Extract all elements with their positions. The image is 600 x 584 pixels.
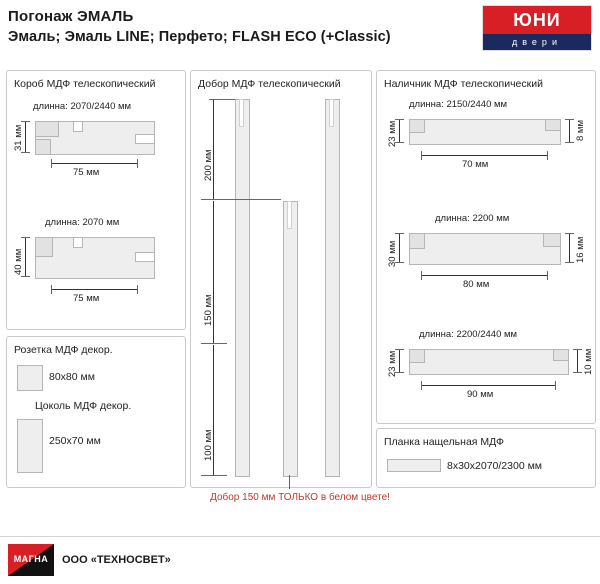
- panel-nalichnik-title: Наличник МДФ телескопический: [384, 78, 543, 90]
- panel-nalichnik: [376, 70, 596, 424]
- dobor-board-200: [235, 99, 250, 477]
- nalichnik-3-left-arrow: [399, 349, 400, 373]
- korob-2-height: 40 мм: [13, 248, 24, 275]
- magna-logo: [8, 544, 54, 576]
- panel-dobor-title: Добор МДФ телескопический: [198, 78, 341, 90]
- planka-size: 8х30х2070/2300 мм: [447, 460, 543, 472]
- nalichnik-1-width-arrow: [421, 155, 547, 156]
- nalichnik-1-width-tick-l: [421, 151, 422, 160]
- korob-1-width-arrow: [51, 163, 137, 164]
- korob-1-length: длинна: 2070/2440 мм: [33, 101, 132, 112]
- tsokol-block: [17, 419, 43, 473]
- dobor-color-note: Добор 150 мм ТОЛЬКО в белом цвете!: [210, 492, 390, 503]
- rozetka-size: 80х80 мм: [49, 371, 95, 383]
- nalichnik-1-width-tick-r: [547, 151, 548, 160]
- panel-korob: [6, 70, 186, 330]
- nalichnik-2-right-tick-t: [565, 233, 574, 234]
- dobor-100-tick-bot: [201, 475, 227, 476]
- nalichnik-3-width: 90 мм: [467, 389, 494, 400]
- nalichnik-2-width: 80 мм: [463, 279, 490, 290]
- nalichnik-3-right-tick-t: [573, 349, 582, 350]
- nalichnik-3-width-tick-l: [421, 381, 422, 390]
- korob-2-height-tick-bot: [21, 276, 30, 277]
- nalichnik-1-length: длинна: 2150/2440 мм: [409, 99, 508, 110]
- company-name: ООО «ТЕХНОСВЕТ»: [62, 554, 171, 566]
- nalichnik-2-right-arrow: [569, 233, 570, 263]
- nalichnik-2-tip: [543, 233, 561, 247]
- footer-divider: [0, 536, 600, 537]
- page-title: Погонаж ЭМАЛЬ: [8, 8, 134, 25]
- korob-1-width: 75 мм: [73, 167, 100, 178]
- nalichnik-2-left-arrow: [399, 233, 400, 263]
- nalichnik-1-tip: [545, 119, 561, 131]
- korob-2-height-tick-top: [21, 237, 30, 238]
- panel-korob-title: Короб МДФ телескопический: [14, 78, 156, 90]
- nalichnik-3-right: 10 мм: [583, 348, 594, 375]
- korob-2-notch: [135, 252, 155, 262]
- korob-1-width-tick-l: [51, 159, 52, 168]
- nalichnik-1-right: 8 мм: [575, 120, 586, 141]
- korob-2-length: длинна: 2070 мм: [45, 217, 120, 228]
- nalichnik-1-left: 23 мм: [387, 120, 398, 147]
- korob-1-height-arrow: [25, 121, 26, 153]
- panel-planka: [376, 428, 596, 488]
- nalichnik-1-right-arrow: [569, 119, 570, 143]
- dobor-board-200-slot: [239, 99, 244, 127]
- korob-2-width-tick-l: [51, 285, 52, 294]
- korob-2-width: 75 мм: [73, 293, 100, 304]
- header: [0, 0, 600, 58]
- dobor-note-pointer: [289, 475, 290, 489]
- korob-2-groove: [73, 237, 83, 248]
- nalichnik-3-tip: [553, 349, 569, 361]
- korob-1-width-tick-r: [137, 159, 138, 168]
- korob-1-step-b: [35, 139, 51, 155]
- korob-1-height: 31 мм: [13, 124, 24, 151]
- korob-1-groove: [73, 121, 83, 132]
- rozetka-square: [17, 365, 43, 391]
- nalichnik-2-step: [409, 233, 425, 249]
- nalichnik-3-width-arrow: [421, 385, 555, 386]
- nalichnik-1-left-arrow: [399, 119, 400, 143]
- brand-logo-name: ЮНИ: [483, 6, 591, 34]
- korob-1-step-a: [35, 121, 59, 137]
- nalichnik-1-width: 70 мм: [462, 159, 489, 170]
- dobor-label-100: 100 мм: [203, 429, 214, 461]
- nalichnik-2-right-tick-b: [565, 262, 574, 263]
- panel-tsokol-title: Цоколь МДФ декор.: [35, 400, 132, 412]
- panel-dobor: [190, 70, 372, 488]
- nalichnik-2-left: 30 мм: [387, 240, 398, 267]
- nalichnik-3-profile: [409, 349, 569, 375]
- nalichnik-1-step: [409, 119, 425, 133]
- dobor-label-200: 200 мм: [203, 149, 214, 181]
- nalichnik-2-width-tick-r: [547, 271, 548, 280]
- dobor-label-150: 150 мм: [203, 294, 214, 326]
- nalichnik-1-right-tick-t: [565, 119, 574, 120]
- korob-2-step: [35, 237, 53, 257]
- korob-2-height-arrow: [25, 237, 26, 277]
- panel-planka-title: Планка нащельная МДФ: [384, 436, 504, 448]
- panel-rozetka: [6, 336, 186, 488]
- nalichnik-3-length: длинна: 2200/2440 мм: [419, 329, 518, 340]
- nalichnik-2-right: 16 мм: [575, 236, 586, 263]
- nalichnik-3-right-arrow: [577, 349, 578, 373]
- nalichnik-2-profile: [409, 233, 561, 265]
- page-subtitle: Эмаль; Эмаль LINE; Перфето; FLASH ECO (+Classic): [8, 29, 391, 45]
- korob-1-height-tick-bot: [21, 152, 30, 153]
- nalichnik-1-right-tick-b: [565, 142, 574, 143]
- nalichnik-3-left: 23 мм: [387, 350, 398, 377]
- korob-1-notch: [135, 134, 155, 144]
- nalichnik-2-width-arrow: [421, 275, 547, 276]
- nalichnik-2-left-tick-t: [395, 233, 404, 234]
- dobor-150-tick-bot: [201, 343, 227, 344]
- tsokol-size: 250х70 мм: [49, 435, 101, 447]
- korob-2-width-arrow: [51, 289, 137, 290]
- dobor-200-tick-top: [209, 99, 235, 100]
- nalichnik-1-profile: [409, 119, 561, 145]
- nalichnik-3-right-tick-b: [573, 372, 582, 373]
- korob-2-width-tick-r: [137, 285, 138, 294]
- brand-logo: [482, 5, 592, 51]
- dobor-board-150-slot: [287, 201, 292, 229]
- nalichnik-3-step: [409, 349, 425, 363]
- panel-rozetka-title: Розетка МДФ декор.: [14, 344, 113, 356]
- dobor-200-tick-bot: [201, 199, 281, 200]
- dobor-board-150: [283, 201, 298, 477]
- nalichnik-2-width-tick-l: [421, 271, 422, 280]
- brand-logo-tagline: двери: [483, 34, 591, 50]
- korob-1-height-tick-top: [21, 121, 30, 122]
- nalichnik-3-width-tick-r: [555, 381, 556, 390]
- dobor-board-100: [325, 99, 340, 477]
- dobor-board-100-slot: [329, 99, 334, 127]
- nalichnik-2-length: длинна: 2200 мм: [435, 213, 510, 224]
- magna-logo-text: МАГНА: [13, 554, 49, 564]
- planka-strip: [387, 459, 441, 472]
